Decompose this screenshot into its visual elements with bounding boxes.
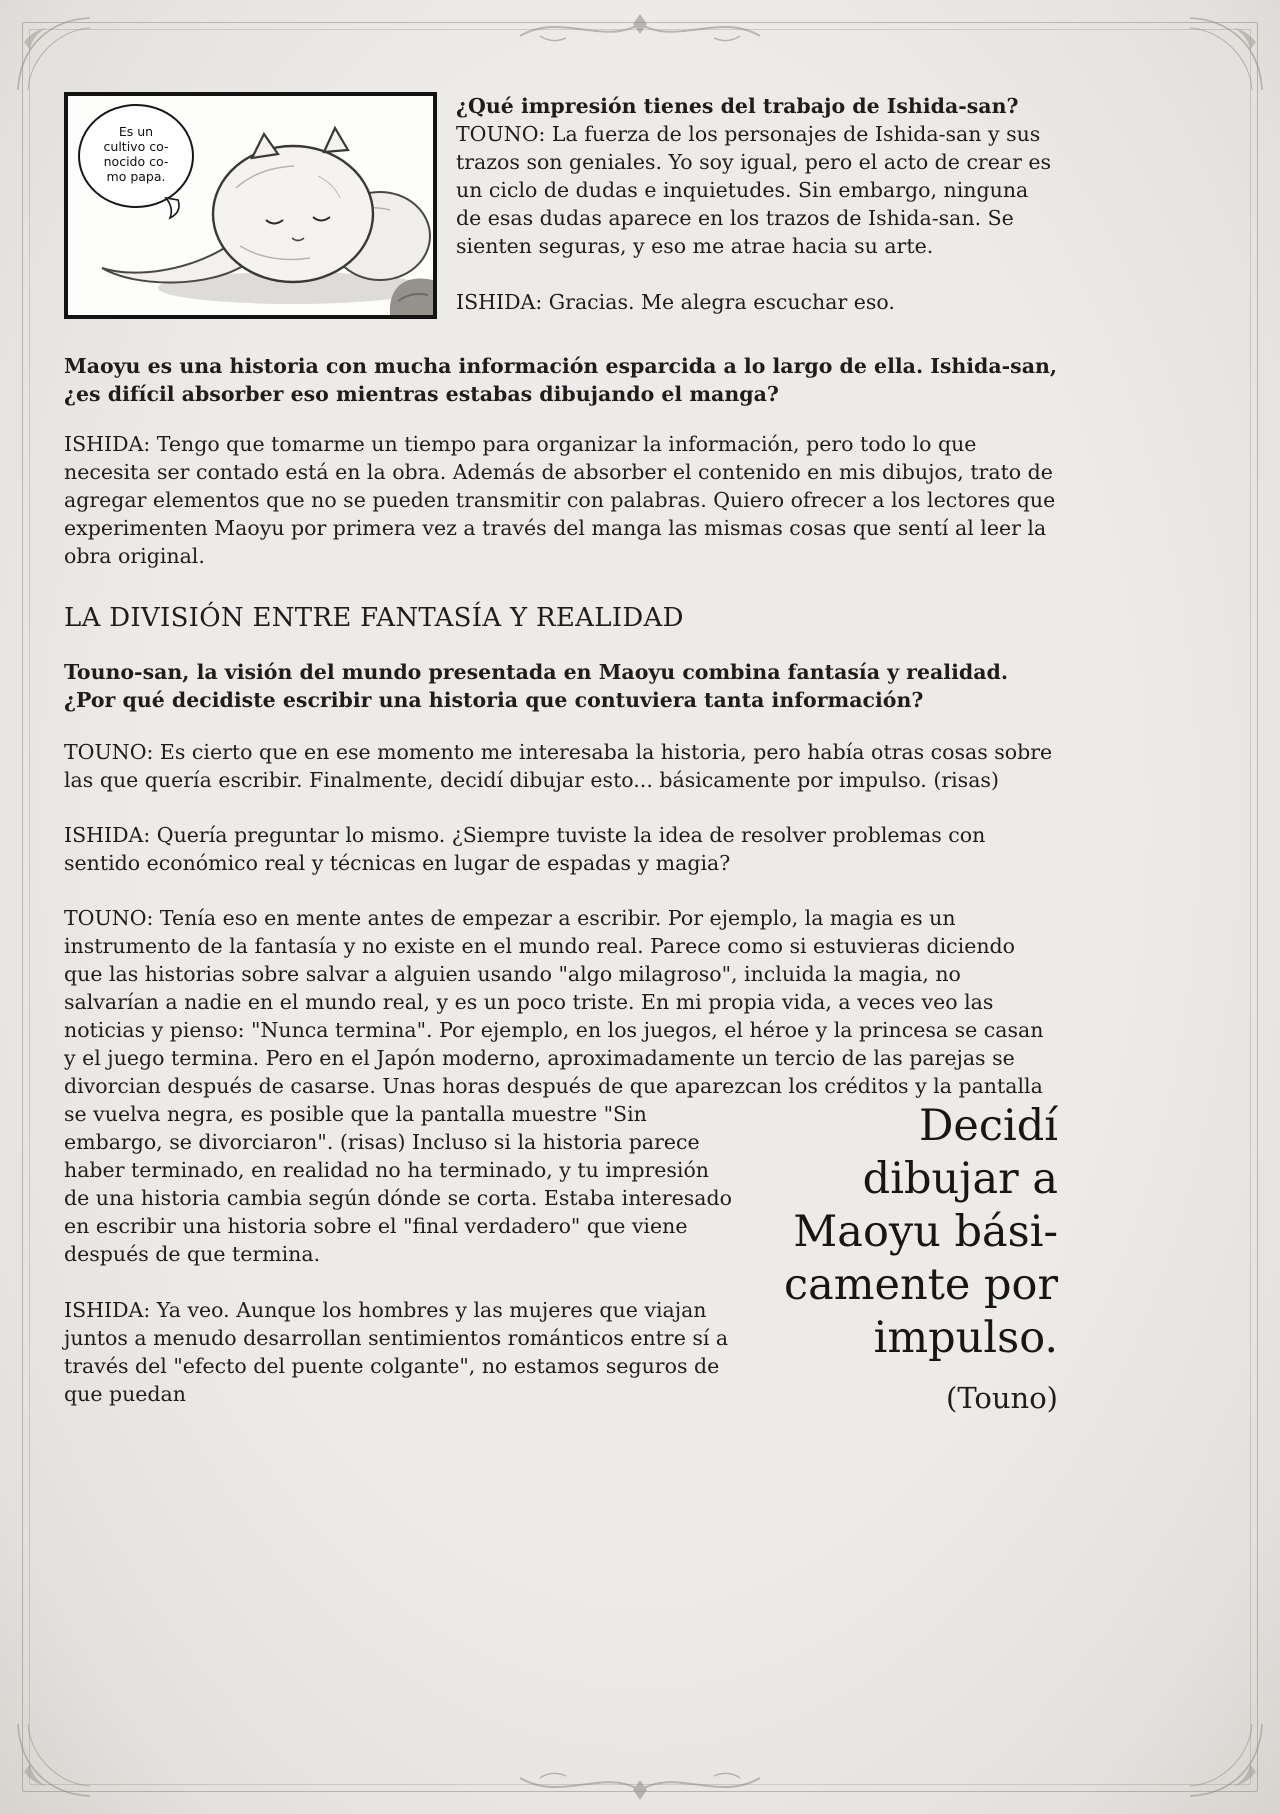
pull-quote-line: Decidí	[918, 1101, 1058, 1151]
ishida-answer: ISHIDA: Quería preguntar lo mismo. ¿Siempre tuviste la idea de resolver problemas con sentido económico real y técnicas en lugar de espadas y magia?	[64, 823, 986, 875]
corner-ornament-bottom-right	[1184, 1718, 1268, 1802]
speech-bubble-line: cultivo co-	[103, 139, 169, 154]
manga-panel	[64, 92, 437, 319]
pull-quote	[758, 1100, 1058, 1415]
touno-answer: TOUNO: La fuerza de los personajes de Ishida-san y sus trazos son geniales. Yo soy igual, pero el acto de crear es un ciclo de dudas e inquietudes. Sin embargo, ninguna de esas dudas aparece en los trazos de Ishida-san. Se sienten seguras, y eso me atrae hacia su arte.	[456, 122, 1052, 258]
pull-quote-line: camente por	[784, 1260, 1058, 1310]
ishida-answer: ISHIDA: Gracias. Me alegra escuchar eso.	[456, 290, 895, 314]
corner-ornament-top-right	[1184, 12, 1268, 96]
ishida-answer: ISHIDA: Tengo que tomarme un tiempo para organizar la información, pero todo lo que necesita ser contado está en la obra. Además de absorber el contenido en mis dibujos, trato de agregar elementos que no se pueden transmitir con palabras. Quiero ofrecer a los lectores que experimenten Maoyu por primera vez a través del manga las mismas cosas que sentí al leer la obra original.	[64, 432, 1056, 568]
ishida-answer: ISHIDA: Ya veo. Aunque los hombres y las mujeres que viajan juntos a menudo desarrollan sentimientos románticos entre sí a través del "efecto del puente colgante", no estamos seguros de que puedan	[64, 1298, 729, 1406]
pull-quote-wrap-zone	[64, 904, 1058, 1415]
touno-answer: TOUNO: Es cierto que en ese momento me interesaba la historia, pero había otras cosas sobre las que quería escribir. Finalmente, decidí dibujar esto... básicamente por impulso. (risas)	[64, 740, 1053, 792]
pull-quote-attribution: (Touno)	[946, 1381, 1058, 1415]
interview-question: Touno-san, la visión del mundo presentada en Maoyu combina fantasía y realidad. ¿Por qué decidiste escribir una historia que contuviera tanta información?	[64, 660, 1008, 712]
corner-ornament-bottom-left	[12, 1718, 96, 1802]
pull-quote-line: Maoyu bási-	[793, 1207, 1058, 1257]
section-heading: LA DIVISIÓN ENTRE FANTASÍA Y REALIDAD	[64, 603, 684, 633]
manga-panel-illustration	[68, 96, 433, 315]
speech-bubble-line: Es un	[118, 124, 154, 139]
article-content	[64, 0, 1058, 1423]
interview-question: ¿Qué impresión tienes del trabajo de Ishida-san?	[456, 94, 1019, 118]
bottom-flourish-ornament	[510, 1766, 770, 1808]
touno-answer: TOUNO: Tenía eso en mente antes de empezar a escribir. Por ejemplo, la magia es un instrumento de la fantasía y no existe en el mundo real. Parece como si estuvieras diciendo que las historias sobre salvar a alguien usando "algo milagroso", incluida la magia, no salvarían a nadie en el mundo real, y es un poco triste. En mi propia vida, a veces veo las noticias y pienso: "Nunca termina". Por ejemplo, en los juegos, el héroe y la princesa se casan y el juego termina. Pero en el Japón moderno, aproximadamente un tercio de las parejas se divorcian después de casarse. Unas horas después de que aparezcan los créditos y la pantalla se vuelva negra, es posible que la pantalla muestre "Sin embargo, se divorciaron". (risas) Incluso si la historia parece haber terminado, en realidad no ha terminado, y tu impresión de una historia cambia según dónde se corta. Estaba interesado en escribir una historia sobre el "final verdadero" que viene después de que termina.	[64, 906, 1044, 1266]
speech-bubble-line: mo papa.	[106, 169, 166, 184]
pull-quote-line: dibujar a	[862, 1154, 1058, 1204]
intro-row	[64, 92, 1058, 319]
pull-quote-line: impulso.	[873, 1313, 1058, 1363]
interview-question: Maoyu es una historia con mucha información esparcida a lo largo de ella. Ishida-san, ¿es difícil absorber eso mientras estabas dibujando el manga?	[64, 354, 1058, 406]
speech-bubble-line: nocido co-	[103, 154, 169, 169]
intro-qa-column	[456, 92, 1058, 316]
